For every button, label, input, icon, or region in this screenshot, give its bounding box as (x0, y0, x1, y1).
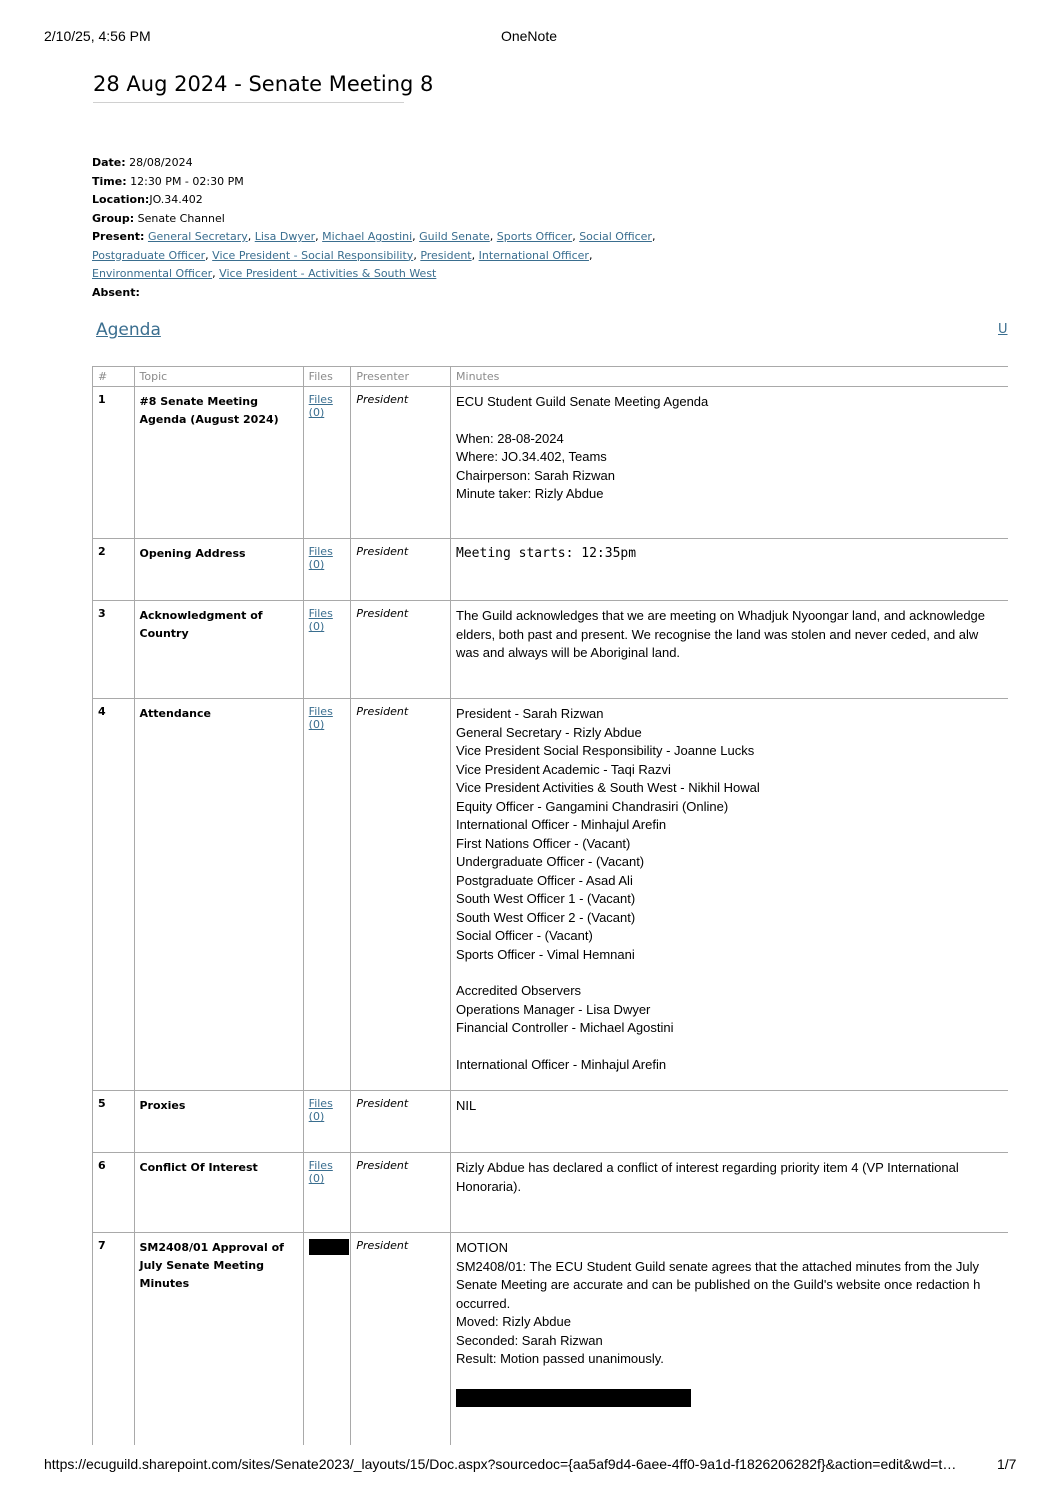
minutes-line: Postgraduate Officer - Asad Ali (456, 872, 633, 888)
minutes-line: NIL (456, 1098, 477, 1113)
time-label: Time: (92, 174, 127, 188)
attendee-link[interactable]: International Officer (478, 248, 589, 262)
agenda-heading[interactable]: Agenda (96, 320, 161, 340)
row-topic: Attendance (134, 699, 303, 1091)
table-row (93, 539, 1009, 601)
minutes-line: Vice President Activities & South West - Nikhil Howal (456, 780, 760, 795)
redaction-block (456, 1389, 691, 1407)
row-presenter: President (351, 539, 451, 601)
minutes-line: SM2408/01: The ECU Student Guild senate agrees that the attached minutes from the July (456, 1258, 979, 1274)
minutes-line: Financial Controller - Michael Agostini (456, 1020, 674, 1035)
agenda-table (92, 366, 1008, 1445)
row-number: 3 (93, 601, 135, 699)
minutes-line: Equity Officer - Gangamini Chandrasiri (Online) (456, 798, 729, 814)
time-value: 12:30 PM - 02:30 PM (130, 174, 244, 188)
present-label: Present: (92, 230, 145, 243)
attendee-link[interactable]: President (420, 248, 472, 262)
row-topic: SM2408/01 Approval of July Senate Meeting Minutes (134, 1233, 303, 1446)
minutes-line: Social Officer - (Vacant) (456, 928, 593, 943)
footer-url: https://ecuguild.sharepoint.com/sites/Senate2023/_layouts/15/Doc.aspx?sourcedoc={aa5af9d4-6aee-4ff0-9a1d-f1826206282f}&action=edit&wd=t… (44, 1456, 957, 1472)
table-row (93, 387, 1009, 539)
minutes-line: MOTION (456, 1240, 509, 1255)
row-number: 6 (93, 1153, 135, 1233)
col-header-minutes: Minutes (451, 367, 1008, 387)
attendee-link[interactable]: Guild Senate (419, 230, 490, 243)
redacted-attachment (309, 1239, 349, 1255)
attendee-link[interactable]: Social Officer (579, 230, 652, 243)
minutes-line: Sports Officer - Vimal Hemnani (456, 946, 635, 962)
minutes-line: Moved: Rizly Abdue (456, 1314, 571, 1329)
attendee-link[interactable]: Vice President - Activities & South West (219, 267, 437, 280)
table-row (93, 1091, 1009, 1153)
truncated-edge-link[interactable]: U (998, 322, 1008, 337)
row-number: 7 (93, 1233, 135, 1446)
date-value: 28/08/2024 (129, 156, 193, 169)
col-header-topic: Topic (134, 367, 303, 387)
table-row (93, 1153, 1009, 1233)
row-number: 5 (93, 1091, 135, 1153)
files-link[interactable]: Files (0) (308, 1097, 333, 1123)
print-datetime: 2/10/25, 4:56 PM (44, 28, 151, 44)
table-row (93, 1233, 1009, 1446)
attendee-link[interactable]: Michael Agostini (322, 230, 413, 243)
row-number: 1 (93, 387, 135, 539)
minutes-line: Seconded: Sarah Rizwan (456, 1332, 603, 1348)
row-presenter: President (351, 699, 451, 1091)
col-header-number: # (93, 367, 135, 387)
files-link[interactable]: Files (0) (308, 545, 333, 571)
minutes-line: Honoraria). (456, 1178, 522, 1194)
minutes-line: occurred. (456, 1295, 511, 1311)
minutes-line: South West Officer 2 - (Vacant) (456, 909, 636, 925)
row-topic: Acknowledgment of Country (134, 601, 303, 699)
attendee-link[interactable]: Environmental Officer (92, 267, 213, 280)
absent-label: Absent: (92, 285, 140, 299)
table-row (93, 601, 1009, 699)
row-presenter: President (351, 1153, 451, 1233)
row-number: 4 (93, 699, 135, 1091)
attendee-link[interactable]: Lisa Dwyer (254, 230, 316, 243)
minutes-line: General Secretary - Rizly Abdue (456, 724, 642, 740)
minutes-line: Result: Motion passed unanimously. (456, 1351, 664, 1366)
minutes-line: Chairperson: Sarah Rizwan (456, 467, 615, 483)
page-title: 28 Aug 2024 - Senate Meeting 8 (93, 72, 404, 103)
minutes-line: ECU Student Guild Senate Meeting Agenda (456, 394, 709, 409)
location-label: Location: (92, 193, 150, 206)
attendee-link[interactable]: Postgraduate Officer (92, 248, 206, 262)
row-minutes (451, 699, 1008, 1091)
minutes-line: South West Officer 1 - (Vacant) (456, 891, 636, 906)
files-link[interactable]: Files (0) (308, 1159, 333, 1185)
minutes-line: Undergraduate Officer - (Vacant) (456, 854, 645, 869)
minutes-line: Meeting starts: 12:35pm (456, 546, 637, 561)
minutes-line: Minute taker: Rizly Abdue (456, 486, 604, 501)
minutes-line: Accredited Observers (456, 983, 582, 998)
minutes-line: When: 28-08-2024 (456, 430, 564, 446)
minutes-line: Vice President Academic - Taqi Razvi (456, 761, 671, 777)
minutes-line: Senate Meeting are accurate and can be published on the Guild's website once redaction h (456, 1277, 981, 1292)
row-minutes (451, 387, 1008, 539)
minutes-line: Operations Manager - Lisa Dwyer (456, 1001, 651, 1017)
row-minutes (451, 539, 1008, 601)
group-label: Group: (92, 211, 135, 225)
minutes-line: elders, both past and present. We recognise the land was stolen and never ceded, and alw (456, 626, 979, 642)
row-presenter: President (351, 601, 451, 699)
location-value: JO.34.402 (149, 193, 203, 206)
row-minutes (451, 601, 1008, 699)
row-presenter: President (351, 1091, 451, 1153)
attendee-link[interactable]: General Secretary (147, 230, 248, 243)
minutes-line: International Officer - Minhajul Arefin (456, 1056, 667, 1072)
col-header-presenter: Presenter (351, 367, 451, 387)
table-row (93, 699, 1009, 1091)
table-header-row (93, 367, 1009, 387)
files-link[interactable]: Files (0) (308, 705, 333, 731)
files-link[interactable]: Files (0) (308, 607, 333, 633)
row-presenter: President (351, 387, 451, 539)
minutes-line: International Officer - Minhajul Arefin (456, 817, 667, 832)
col-header-files: Files (303, 367, 351, 387)
print-app-name: OneNote (500, 28, 558, 44)
attendee-link[interactable]: Sports Officer (496, 230, 573, 243)
row-minutes (451, 1233, 1008, 1446)
row-topic: Proxies (134, 1091, 303, 1153)
minutes-line: Vice President Social Responsibility - Joanne Lucks (456, 743, 755, 758)
minutes-line: was and always will be Aboriginal land. (456, 645, 681, 660)
date-label: Date: (92, 156, 126, 169)
row-minutes (451, 1091, 1008, 1153)
meeting-info: Date: 28/08/2024 Time: 12:30 PM - 02:30 PM Location:JO.34.402 Group: Senate Channel Present: General Secretary, Lisa Dwyer, Michael Agostini, Guild Senate, Sports Officer, Social Officer, Postgraduate Officer, Vice President - Social Responsibility, President, International Officer, Environmental Officer, Vice President - Activities & South West Absent: (92, 156, 656, 299)
row-minutes (451, 1153, 1008, 1233)
files-link[interactable]: Files (0) (308, 393, 333, 419)
row-number: 2 (93, 539, 135, 601)
minutes-line: Rizly Abdue has declared a conflict of interest regarding priority item 4 (VP International (456, 1160, 959, 1175)
agenda-table-container (92, 366, 1008, 1445)
minutes-line: Where: JO.34.402, Teams (456, 449, 607, 464)
row-topic: Conflict Of Interest (134, 1153, 303, 1233)
row-topic: #8 Senate Meeting Agenda (August 2024) (134, 387, 303, 539)
row-presenter: President (351, 1233, 451, 1446)
present-row: Present: General Secretary, Lisa Dwyer, Michael Agostini, Guild Senate, Sports Officer, Social Officer, (92, 230, 656, 243)
attendee-link[interactable]: Vice President - Social Responsibility (212, 248, 414, 262)
group-value: Senate Channel (137, 211, 225, 225)
minutes-line: The Guild acknowledges that we are meeting on Whadjuk Nyoongar land, and acknowledge (456, 608, 986, 623)
minutes-line: First Nations Officer - (Vacant) (456, 835, 631, 851)
minutes-line: President - Sarah Rizwan (456, 706, 604, 721)
footer-page-number: 1/7 (997, 1456, 1017, 1472)
row-topic: Opening Address (134, 539, 303, 601)
